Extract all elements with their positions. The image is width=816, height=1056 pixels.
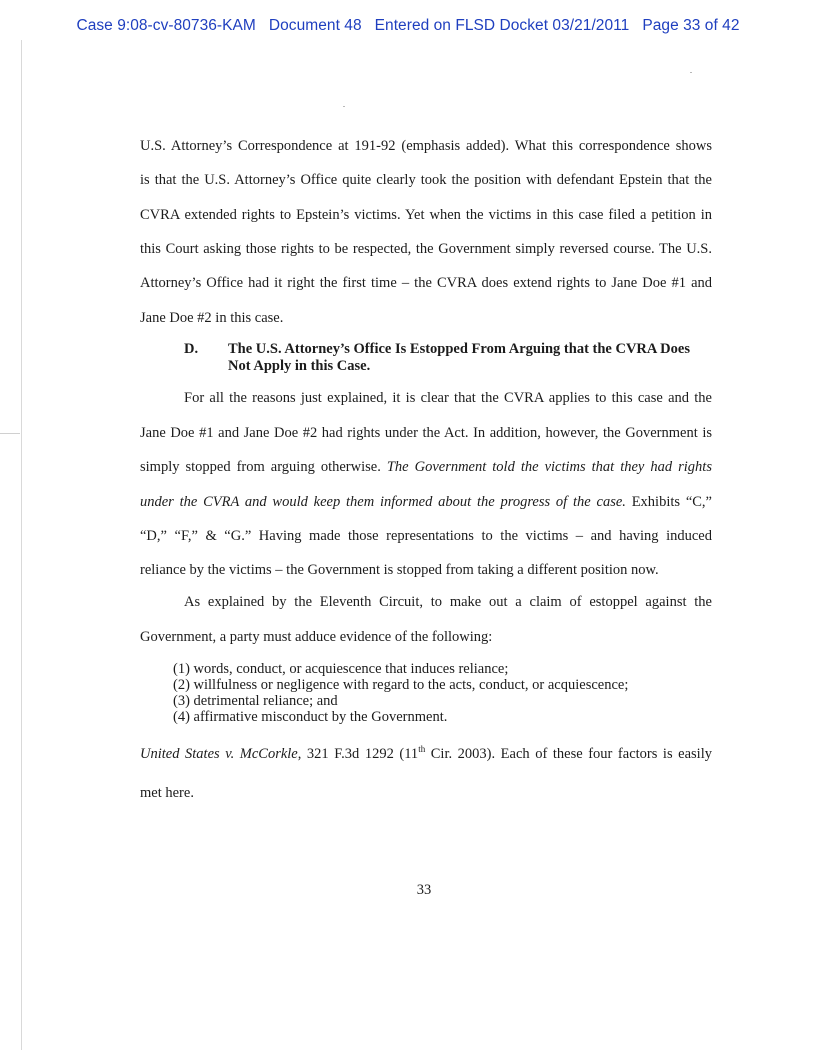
document-number: Document 48 <box>268 17 362 34</box>
page-of-total: Page 33 of 42 <box>642 17 740 34</box>
paragraph-line: CVRA extended rights to Epstein’s victims. Yet when the victims in this case filed a petition in <box>140 207 712 223</box>
section-letter: D. <box>184 341 199 357</box>
paragraph-line: For all the reasons just explained, it is clear that the CVRA applies to this case and the <box>184 390 712 406</box>
paragraph-line <box>140 459 712 476</box>
scan-speck <box>343 106 345 107</box>
list-item: (3) detrimental reliance; and <box>173 693 338 709</box>
paragraph-line: As explained by the Eleventh Circuit, to make out a claim of estoppel against the <box>184 594 712 610</box>
paragraph-line: U.S. Attorney’s Correspondence at 191-92 (emphasis added). What this correspondence shows <box>140 138 712 154</box>
paragraph-line <box>140 494 712 511</box>
left-margin-tick <box>0 433 20 434</box>
docket-header <box>0 17 816 35</box>
paragraph-line: met here. <box>140 785 194 801</box>
superscript: th <box>418 744 426 754</box>
case-number: Case 9:08-cv-80736-KAM <box>76 17 256 34</box>
text-run: Exhibits “C,” <box>625 494 712 510</box>
paragraph-line: Jane Doe #2 in this case. <box>140 310 284 326</box>
paragraph-line: is that the U.S. Attorney’s Office quite clearly took the position with defendant Epstein that the <box>140 172 712 188</box>
paragraph-line: Jane Doe #1 and Jane Doe #2 had rights under the Act. In addition, however, the Government is <box>140 425 712 441</box>
text-run: Cir. 2003). Each of these four factors is easily <box>425 746 712 762</box>
paragraph-line: Attorney’s Office had it right the first time – the CVRA does extend rights to Jane Doe #1 and <box>140 275 712 291</box>
paragraph-line: “D,” “F,” & “G.” Having made those representations to the victims – and having induced <box>140 528 712 544</box>
text-run: simply stopped from arguing otherwise. <box>140 459 387 475</box>
italic-text-run: under the CVRA and would keep them informed about the progress of the case. <box>140 494 626 510</box>
paragraph-line: this Court asking those rights to be respected, the Government simply reversed course. The U.S. <box>140 241 712 257</box>
case-name: United States v. McCorkle <box>140 746 298 762</box>
scan-speck <box>690 72 692 73</box>
paragraph-line <box>140 746 712 763</box>
page-number: 33 <box>416 882 432 898</box>
text-run: , 321 F.3d 1292 (11 <box>297 746 419 762</box>
docket-entry-date: Entered on FLSD Docket 03/21/2011 <box>374 17 630 34</box>
paragraph-line: Government, a party must adduce evidence of the following: <box>140 629 493 645</box>
list-item: (1) words, conduct, or acquiescence that induces reliance; <box>173 661 509 677</box>
list-item: (2) willfulness or negligence with regard to the acts, conduct, or acquiescence; <box>173 677 629 693</box>
estoppel-factor-list <box>173 661 628 725</box>
section-title: The U.S. Attorney’s Office Is Estopped From Arguing that the CVRA Does Not Apply in this Case. <box>228 341 690 374</box>
italic-text-run: The Government told the victims that they had rights <box>386 459 712 475</box>
paragraph-line: reliance by the victims – the Government is stopped from taking a different position now. <box>140 562 659 578</box>
list-item: (4) affirmative misconduct by the Government. <box>173 709 448 725</box>
